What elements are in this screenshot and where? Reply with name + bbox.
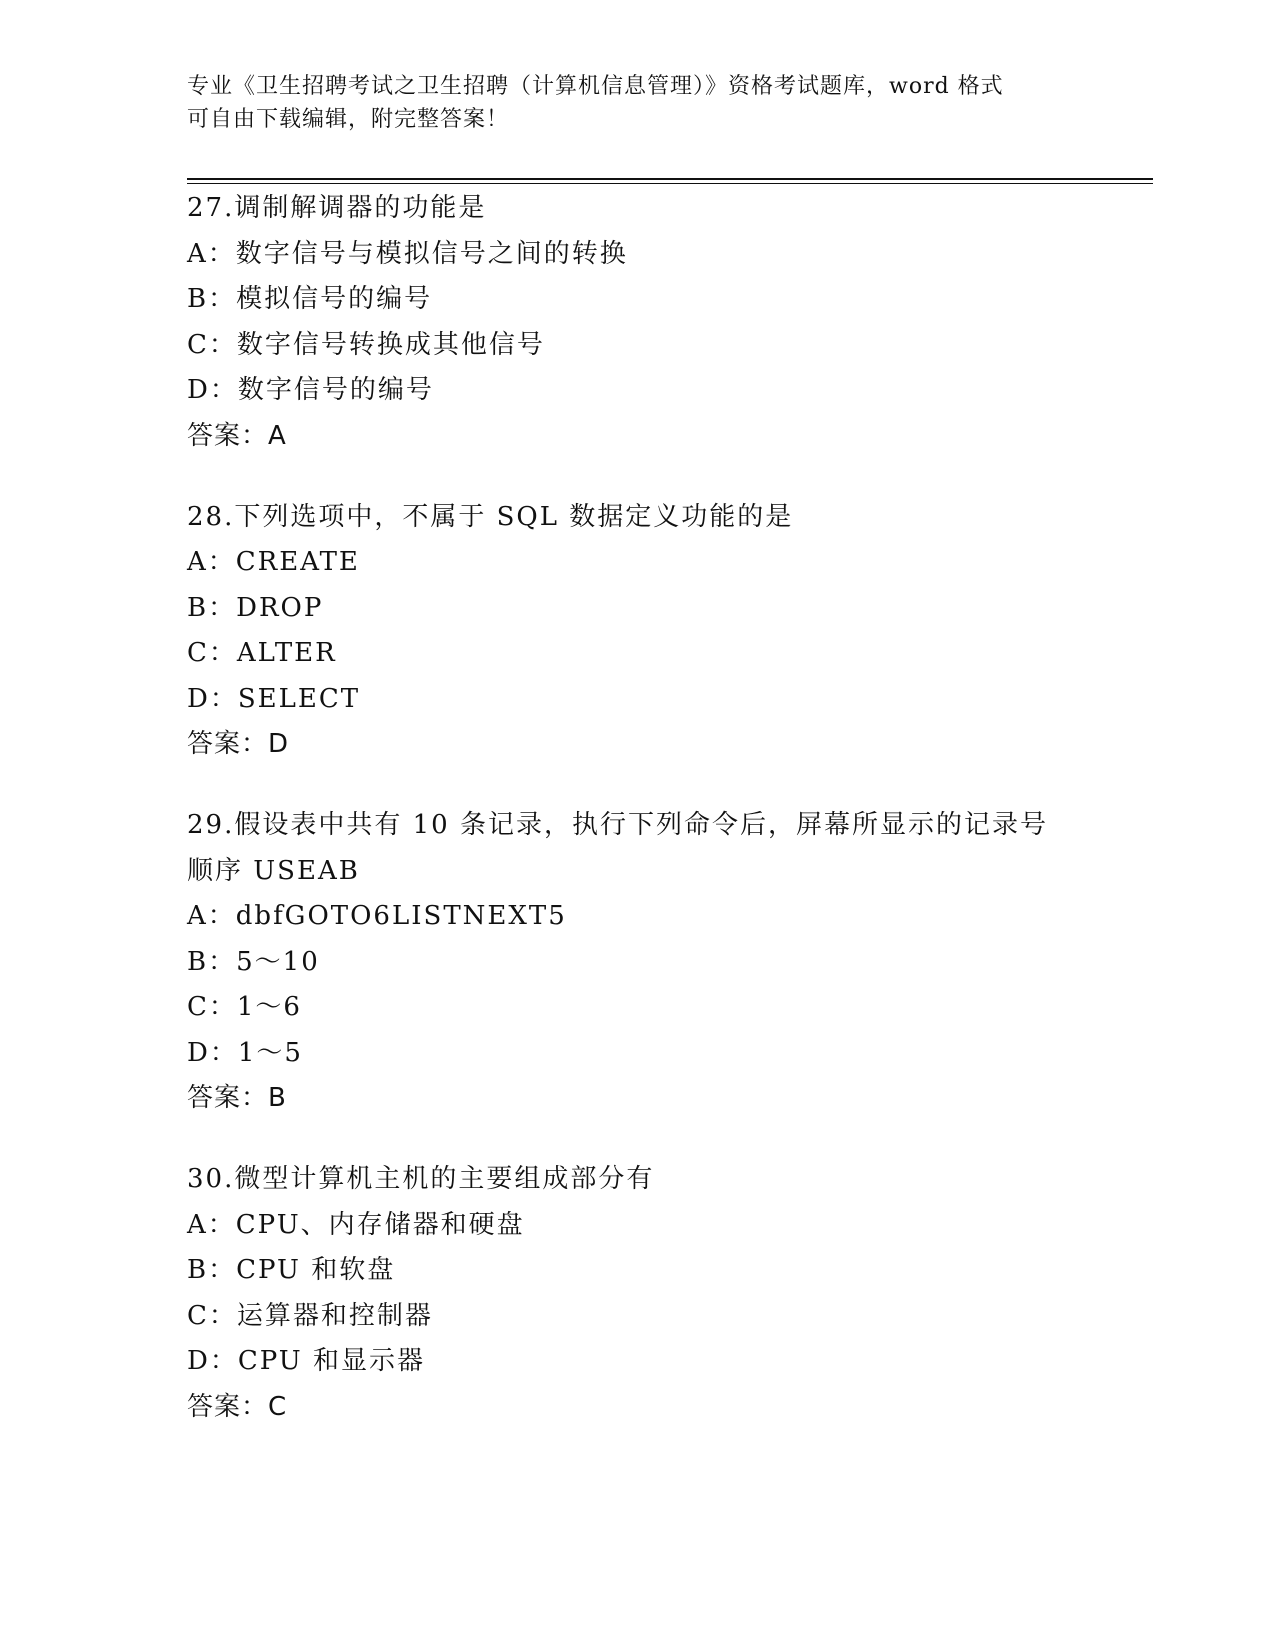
question-stem-line: 28.下列选项中，不属于 SQL 数据定义功能的是 — [187, 501, 794, 532]
question-27 — [187, 186, 1147, 459]
question-stem-line: 30.微型计算机主机的主要组成部分有 — [187, 1164, 655, 1194]
option-d: D：数字信号的编号 — [187, 375, 434, 405]
question-stem-line: 顺序 USEAB — [187, 855, 360, 886]
option-b: B：CPU 和软盘 — [187, 1255, 396, 1285]
option-c: C：1～6 — [187, 992, 302, 1022]
question-29 — [187, 803, 1147, 1121]
option-d: D：1～5 — [187, 1037, 303, 1068]
document-header — [187, 70, 1067, 136]
header-line-1: 专业《卫生招聘考试之卫生招聘（计算机信息管理）》资格考试题库，word 格式 — [187, 74, 1004, 99]
question-stem — [187, 186, 1147, 232]
answer-line: 答案：D — [187, 729, 290, 759]
question-stem-line: 29.假设表中共有 10 条记录，执行下列命令后，屏幕所显示的记录号 — [187, 810, 1048, 840]
option-c: C：运算器和控制器 — [187, 1300, 433, 1331]
question-stem — [187, 1157, 1147, 1203]
option-c: C：ALTER — [187, 638, 337, 668]
header-line-2: 可自由下载编辑，附完整答案！ — [187, 107, 510, 132]
answer-line: 答案：A — [187, 420, 287, 451]
option-d: D：CPU 和显示器 — [187, 1346, 425, 1376]
option-c: C：数字信号转换成其他信号 — [187, 329, 545, 360]
option-d: D：SELECT — [187, 683, 361, 714]
header-divider-thick — [187, 178, 1153, 180]
question-stem — [187, 495, 1147, 541]
header-divider-thin — [187, 183, 1153, 184]
question-stem — [187, 803, 1147, 894]
question-list — [187, 186, 1147, 1466]
option-b: B：模拟信号的编号 — [187, 284, 433, 314]
answer-line: 答案：C — [187, 1391, 288, 1422]
answer-line: 答案：B — [187, 1083, 287, 1113]
question-28 — [187, 495, 1147, 768]
question-stem-line: 27.调制解调器的功能是 — [187, 193, 487, 223]
option-b: B：DROP — [187, 592, 324, 623]
option-a: A：CREATE — [187, 547, 360, 577]
option-a: A：数字信号与模拟信号之间的转换 — [187, 238, 628, 269]
option-b: B：5～10 — [187, 946, 320, 977]
question-30 — [187, 1157, 1147, 1430]
option-a: A：dbfGOTO6LISTNEXT5 — [187, 901, 567, 931]
option-a: A：CPU、内存储器和硬盘 — [187, 1209, 525, 1240]
